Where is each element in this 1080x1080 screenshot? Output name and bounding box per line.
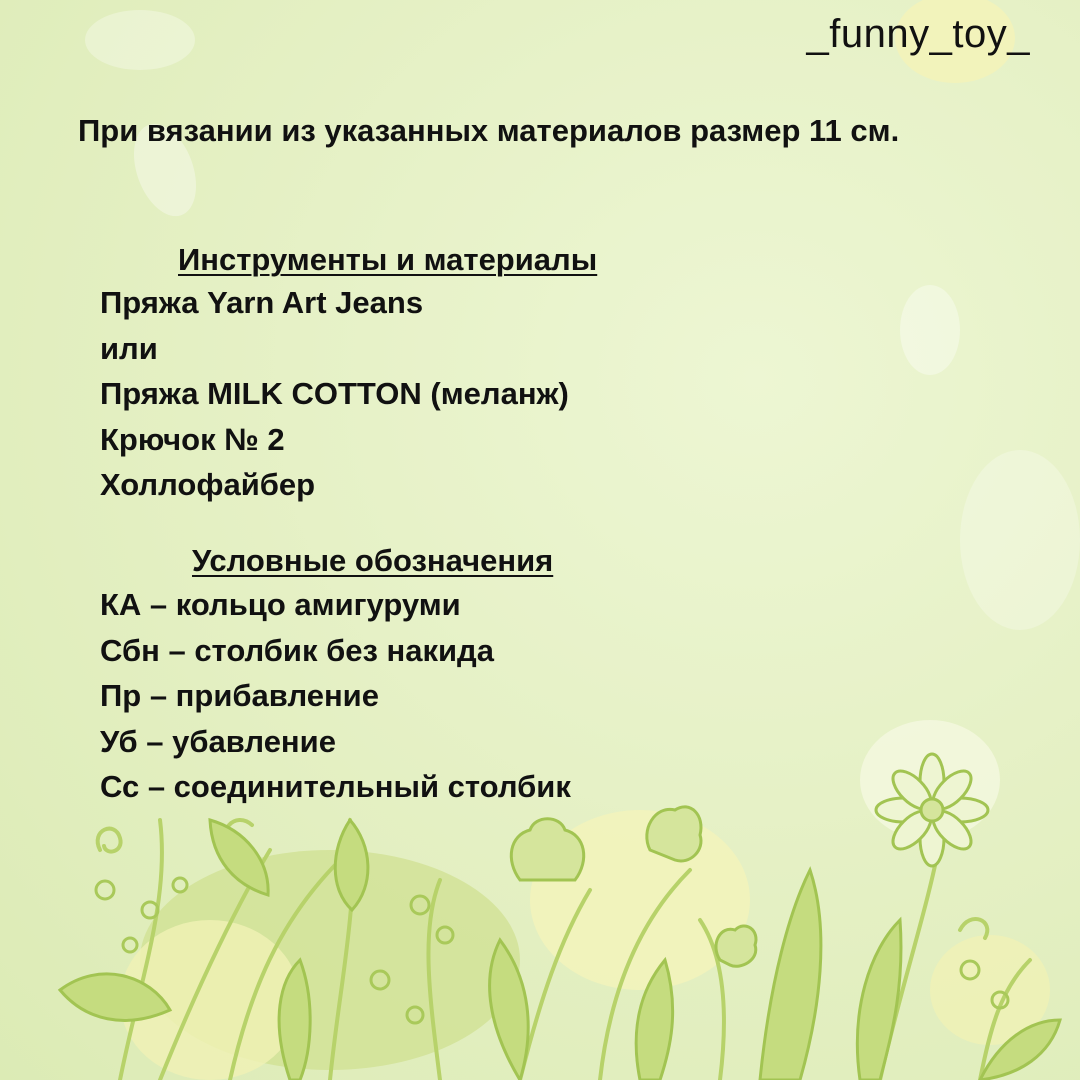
materials-heading: Инструменты и материалы <box>178 242 598 277</box>
list-item: Холлофайбер <box>100 467 316 502</box>
list-item: КА – кольцо амигуруми <box>100 587 461 622</box>
list-item: Сс – соединительный столбик <box>100 769 571 804</box>
list-item: Уб – убавление <box>100 723 336 759</box>
list-item: или <box>100 330 158 366</box>
list-item: Сбн – столбик без накида <box>100 632 494 668</box>
materials-list <box>100 280 569 508</box>
size-note: При вязании из указанных материалов размер 11 см. <box>78 113 900 148</box>
list-item: Пр – прибавление <box>100 678 379 713</box>
list-item: Пряжа Yarn Art Jeans <box>100 285 424 320</box>
abbreviations-list <box>100 582 571 810</box>
list-item: Крючок № 2 <box>100 421 285 457</box>
author-handle: _funny_toy_ <box>806 12 1030 56</box>
abbreviations-heading: Условные обозначения <box>192 543 554 578</box>
list-item: Пряжа MILK COTTON (меланж) <box>100 376 569 411</box>
